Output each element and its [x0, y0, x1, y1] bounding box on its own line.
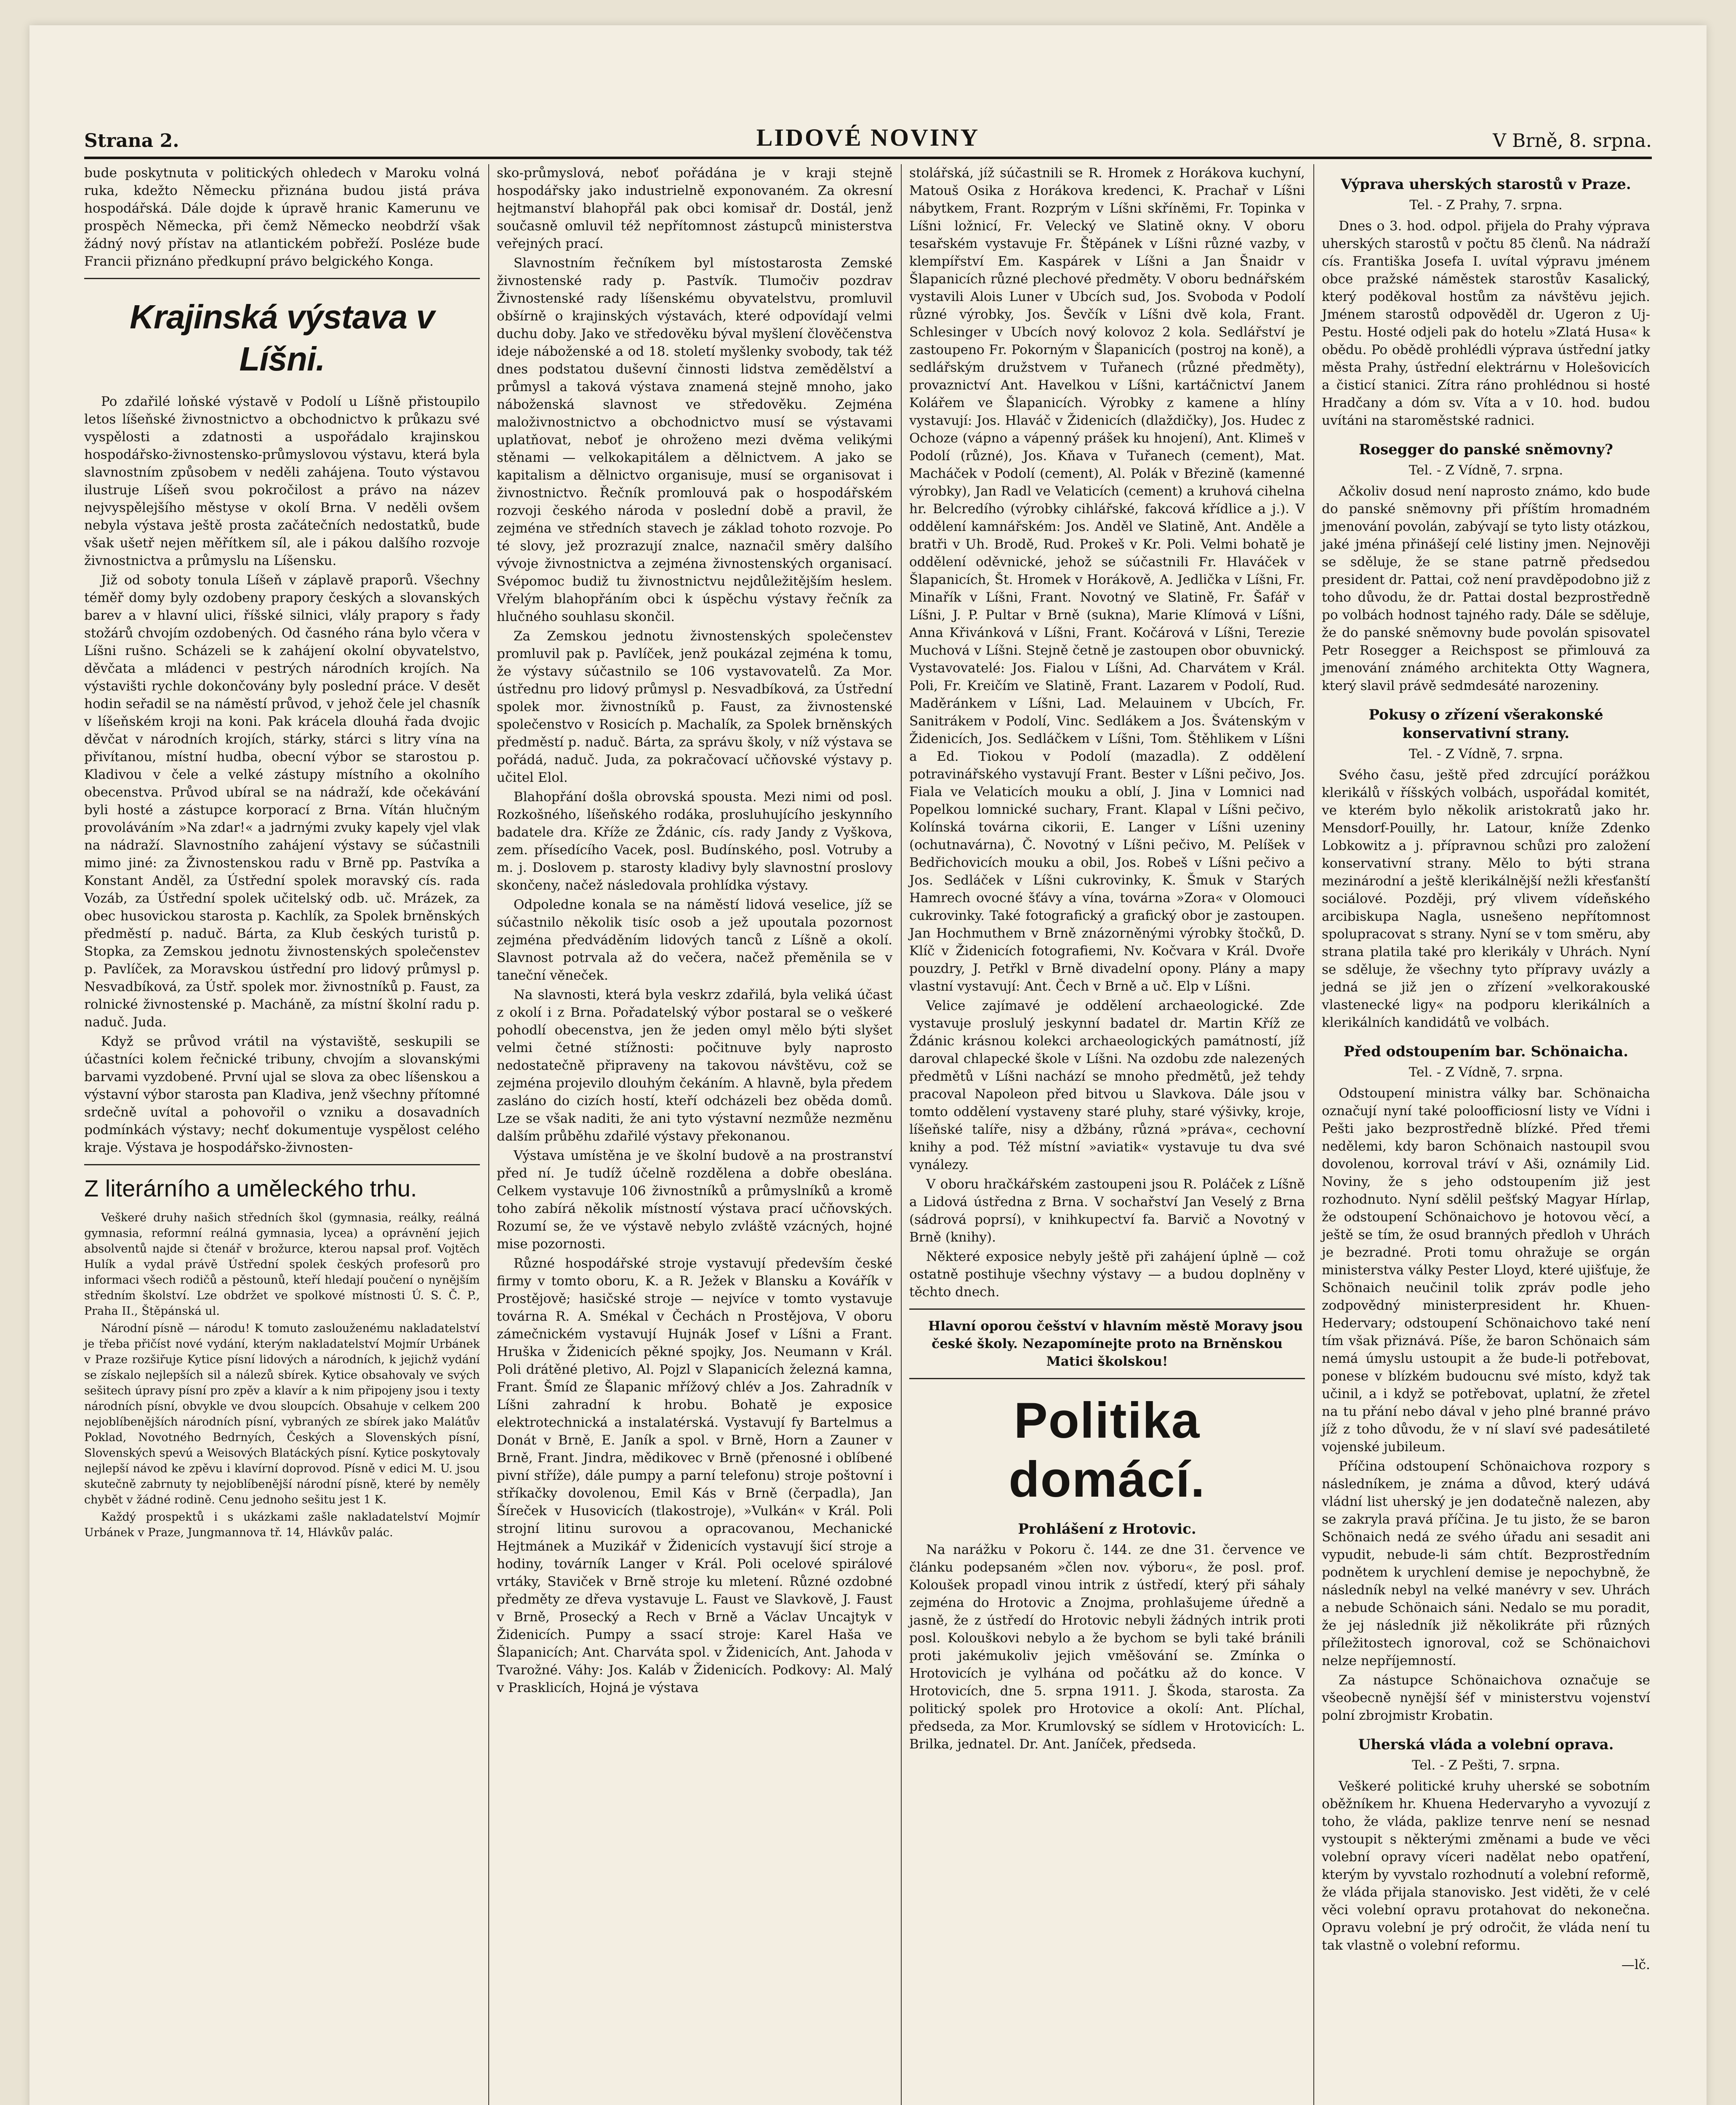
author-signature: —lč. — [1621, 1957, 1650, 1972]
divider — [909, 1378, 1305, 1379]
article-paragraph: stolářská, jíž súčastnili se R. Hromek z Horákova kuchyní, Matouš Osika z Horákova kredenci, K. Prachař v Líšni nábytkem, Frant. Rozprým v Líšni skříněmi, Fr. Topinka v Líšni ložnicí, Fr. Velecký ve Slatině okny. V oboru tesařském vystavuje Fr. Štěpánek v Líšni různé vazby, v klempířství Em. Kaspárek v Líšni a Jan Šnaidr v Šlapanicích různé plechové předměty. V oboru bednářském vystavili Alois Luner v Ubcích sud, Jos. Svoboda v Podolí různé výrobky, Jos. Ševčík v Líšni dvě kola, Frant. Schlesinger v Ubcích nový kolovoz 2 kola. Sedlářství je zastoupeno Fr. Pokorným v Šlapanicích (postroj na koně), a sedlářským družstvem v Tuřanech (různé předměty), provaznictví Ant. Havelkou v Líšni, kartáčnictví Janem Kolářem ve Šlapanicích. Výrobky z kamene a hlíny vystavují: Jos. Hlaváč v Židenicích (dlaždičky), Jos. Hudec z Ochoze (vápno a vápenný prášek ku hnojení), Ant. Klimeš v Podolí (různé), Jos. Kňava v Tuřanech (cement), Mat. Macháček v Podolí (cement), Al. Polák v Březině (kamenné výrobky), Jan Radl ve Velaticích (cement) a kruhová cihelna hr. Belcredího (výrobky cihlářské, fakcová křídlice a j.). V oddělení kamnářském: Jos. Anděl ve Slatině, Ant. Anděle a bratři v Uh. Brodě, Rud. Prokeš v Kr. Poli. Velmi bohatě je oddělení oděvnické, jehož se súčastnili Fr. Hlaváček v Šlapanicích, Št. Hromek v Horákově, A. Jedlička v Líšni, Fr. Minařík v Líšni, Frant. Novotný ve Slatině, Fr. Šafář v Líšni, J. P. Pultar v Brně (sukna), Marie Klímová v Líšni, Anna Křivánková v Líšni, Frant. Kočárová v Líšni, Terezie Muchová v Líšni. Stejně četně je zastoupen obor obuvnický. Vystavovatelé: Jos. Fialou v Líšni, Ad. Charvátem v Král. Poli, Fr. Kreičím ve Slatině, Frant. Lazarem v Podolí, Rud. Maděránkem v Líšni, Lad. Melauinem v Ubcích, Fr. Sanitrákem v Podolí, Vinc. Sedlákem a Jos. Švátenským v Židenicích, Jos. Sedláčkem v Líšni, Tom. Štěhlikem v Líšni a Ed. Tiokou v Podolí (mazadla). Z oddělení potravinářského vystavují Frant. Bester v Líšni pečivo, Jos. Fiala ve Velaticích mouku a oblí, J. Jina v Lomnici nad Popelkou lomnické suchary, Frant. Klapal v Líšni pečivo, Kolínská továrna cikorii, E. Langer v Líšni uzeniny (ochutnavárna), Č. Novotný v Líšni pečivo, M. Pelíšek v Bedřichovicích mouku a obil, Jos. Robeš v Líšni pečivo a Jos. Sedláček v Líšni cukrovinky, K. Šmuk v Starých Hamrech ovocné šťávy a vína, továrna »Zora« v Olomouci cukrovinky. Také fotografický a grafický obor je zastoupen. Jan Hochmuthem v Brně znázorněnými výrobky štočků, D. Klíč v Židenicích fotografiemi, Nv. Kočvara v Král. Dvoře pouzdry, J. Petřkl v Brně divadelní opony. Plány a mapy vlastní vystavují: Ant. Čech v Brně a uč. Elp v Líšni. — [909, 165, 1305, 994]
article-paragraph: Na slavnosti, která byla veskrz zdařilá, byla veliká účast z okolí i z Brna. Pořadatelský výbor postaral se o veškeré pohodlí obecenstva, jen že jeden omyl mělo býti slyšet velmi četné stížnosti: počitnuve byly naprosto nedostatečně připraveny na takovou návštěvu, což se zejména projevilo dlouhým čekáním. A hlavně, byla předem zasláno do cizích hostí, kteří odcházeli bez oběda domů. Lze se však naditi, že ani tyto výstavní nezmůže nezměnu dalším průběhu zdařilé výstavy překonanou. — [497, 987, 892, 1144]
article-paragraph: V oboru hračkářském zastoupeni jsou R. Poláček z Líšně a Lidová ústředna z Brna. V sochařství Jan Veselý z Brna (sádrová poprsí), v knihkupectví fa. Barvič a Novotný v Brně (knihy). — [909, 1177, 1305, 1245]
divider — [84, 278, 480, 279]
article-dateline: Tel. - Z Pešti, 7. srpna. — [1411, 1758, 1560, 1773]
article-paragraph: Ačkoliv dosud není naprosto známo, kdo bude do panské sněmovny při příštím hromadném jmenování povolán, zabývají se tyto listy otázkou, jaké jména přinášejí celé listiny jmen. Nejnověji se sděluje, že se stane patrně předsedou president dr. Pattai, což není pravděpodobno již z toho důvodu, že dr. Pattai dostal bezprostředně po volbách hodnost tajného rady. Dále se sděluje, že do panské sněmovny bude povolán spisovatel Petr Rosegger a Reichspost se přimlouvá za jmenování známého architekta Otty Wagnera, který slavil právě sedmdesáté narozeniny. — [1322, 484, 1650, 693]
article-paragraph: Po zdařilé loňské výstavě v Podolí u Líšně přistoupilo letos líšeňské živnostnictvo a obchodnictvo k průkazu své vyspělosti a zdatnosti a uspořádalo krajinskou hospodářsko-živnostensko-průmyslovou výstavu, která byla slavnostním způsobem v neděli zahájena. Touto výstavou ilustruje Líšeň svou pokročilost a právo na název nejvyspělejšího městyse v okolí Brna. V neděli ovšem nebyla výstava ještě prosta začátečních nedostatků, bude však ušetř nejen měřítkem síl, ale i pákou dalšího rozvoje živnostnictva a průmyslu na Líšensku. — [84, 394, 480, 568]
page-number: Strana 2. — [84, 130, 179, 152]
column-3 — [909, 164, 1305, 1755]
article-continuation: bude poskytnuta v politických ohledech v Maroku volná ruka, kdežto Německu přiznána budou jistá práva hospodářská. Dále dojde k úpravě hranic Kamerunu ve prospěch Německa, při čemž Německo neobdrží však žádný nový přístav na atlantickém pobřeží. Posléze bude Francii přiznáno předkupní právo belgického Konga. — [84, 165, 480, 269]
article-title: Uherská vláda a volební oprava. — [1358, 1736, 1614, 1753]
article-paragraph: Různé hospodářské stroje vystavují především české firmy v tomto oboru, K. a R. Ježek v Blansku a Kovářík v Prostějově; hasičské stroje — nejvíce v tomto vystavuje továrna R. A. Smékal v Čechách n Prostějova, V oboru zámečnickém vystavují Hujnák Josef v Líšni a Frant. Hruška v Židenicích pěkné spojky, Jos. Neumann v Král. Poli drátěné pletivo, Al. Pojzl v Slapanicích železná kamna, Frant. Šmíd ze Šlapanic mřížový chlév a Jos. Zahradník v Líšni zahradní k hrobu. Bohatě je exposice elektrotechnická a instalatérská. Vystavují fy Bartelmus a Donát v Brně, E. Janík a spol. v Brně, Horn a Zauner v Brně, Frant. Jindra, mědikovec v Brně (přenosné i oblíbené pivní stříže), dále pumpy a parní telefonu) stroje poštovní i stříkačky dovolenou, Emil Kás v Brně (čerpadla), Jan Šíreček v Husovicích (tlakostroje), »Vulkán« v Král. Poli strojní litinu surovou a opracovanou, Mechanické Hejtmánek a Muzikář v Židenicích vystavují šicí stroje a hodiny, továrník Langer v Král. Poli ocelové spirálové vrtáky, Staviček v Brně stroje ku mletení. Různé ozdobné předměty ze dřeva vystavuje L. Faust ve Slavkově, J. Faust v Brně, Prosecký a Rech v Brně a Václav Uncajtyk v Židenicích. Pumpy a ssací stroje: Karel Haša ve Šlapanicích; Ant. Charváta spol. v Židenicích, Ant. Jahoda v Tvarožné. Váhy: Jos. Kaláb v Židenicích. Podkovy: Al. Malý v Prasklicích, Hojná je výstava — [497, 1256, 892, 1695]
column-2 — [497, 164, 892, 1698]
article-paragraph: Veškeré politické kruhy uherské se sobotním oběžníkem hr. Khuena Hedervaryho a vyvozují z toho, že vláda, paklize tenrve není se nesnad vystoupit s některými změnami a bude ve věci volební opravy víceri nadělat nebo opatření, kterým by vyvstalo rozhodnutí a volební reformě, že vláda přijala stanovisko. Jest viděti, že v celé věci volební opravu protahovat do nekonečna. Opravu volební je prý odročit, že vláda není tu tak vlastně o volební reformu. — [1322, 1779, 1650, 1953]
newspaper-title: LIDOVÉ NOVINY — [756, 124, 980, 151]
matice-notice: Hlavní oporou češství v hlavním městě Moravy jsou české školy. Nezapomínejte proto na Brněnskou Matici školskou! — [928, 1319, 1303, 1369]
article-paragraph: Každý prospektů i s ukázkami zašle nakladatelství Mojmír Urbánek v Praze, Jungmannova tř. 14, Hlávkův palác. — [84, 1511, 480, 1539]
dateline: V Brně, 8. srpna. — [1493, 130, 1652, 152]
column-rule — [901, 164, 902, 2105]
article-dateline: Tel. - Z Prahy, 7. srpna. — [1409, 197, 1563, 213]
article-paragraph: Již od soboty tonula Líšeň v záplavě praporů. Všechny téměř domy byly ozdobeny prapory českých a slovanských barev a v hlavní ulici, říšské silnici, vlály prapory s řady stožárů chvojím ozdobených. Od časného rána bylo včera v Líšni rušno. Scházeli se k zahájení okolní obyvatelstvo, děvčata a mládenci v pestrých národních krojích. Na výstavišti rychle dokončovány byly poslední práce. V desět hodin seřadil se na náměstí průvod, v jehož čele jel chasník v líšeňském kroji na koni. Pak krácela dlouhá řada dvojic děvčat v národních krojích, stárky, stárci s litry vína na přivítanou, místní hudba, obecní výbor se starostou p. Kladivou v čele a velké zástupy místního a okolního obecenstva. Průvod ubíral se na nádraží, kde očekávání byli hosté a zástupce korporací z Brna. Vítán hlučným provoláváním »Na zdar!« a jadrnými zvuky kapely vjel vlak na nádraží. Slavnostního zahájení výstavy se súčastnili mimo jiné: za Živnostenskou radu v Brně pp. Pastvíka a Konstant Anděl, za Ústřední spolek moravský cís. rada Vozáb, za Ústřední spolek učitelský odb. uč. Mrázek, za obec husovickou starosta p. Kachlík, za Spolek brněnských předměstí p. naduč. Bárta, za Klub českých turistů p. Stopka, za Zemskou jednotu živnostenských společenstev p. Pavlíček, za Moravskou ústřední pro lidový průmysl p. Nesvadbíková, za Ústř. spolek mor. živnostníků p. Faust, za rolnické živnostenské p. Macháně, za místní školní radu p. naduč. Juda. — [84, 573, 480, 1030]
article-dateline: Tel. - Z Vídně, 7. srpna. — [1409, 463, 1563, 478]
article-title: Rosegger do panské sněmovny? — [1359, 441, 1613, 458]
column-rule — [488, 164, 489, 2105]
article-paragraph: Když se průvod vrátil na výstaviště, seskupili se účastníci kolem řečnické tribuny, chvojím a slovanskými barvami vyzdobené. První ujal se slova za obec líšenskou a výstavní výbor starosta pan Kladiva, jenž všechny přítomné srdečně uvítal a pohovořil o vzniku a dosavadních podmínkách výstavy; nechť dokumentuje vyspělost celého kraje. Výstava je hospodářsko-živnosten- — [84, 1034, 480, 1155]
article-title: Prohlášení z Hrotovic. — [1018, 1521, 1196, 1537]
article-paragraph: Velice zajímavé je oddělení archaeologické. Zde vystavuje proslulý jeskynní badatel dr. Martin Kříž ze Ždánic krásnou kolekci archaeologických památností, jíž daroval chlapecké škole v Líšni. Na ozdobu zde nalezených předmětů v Líšni nachází se mnoho předmětů, jež tehdy pracoval Napoleon před bitvou u Slavkova. Dále jsou v tomto oddělení vystaveny staré pluhy, staré výšivky, kroje, líšeňské talíře, nisy a džbány, různá »práva«, cechovní knihy a pod. Též místní »aviatik« vystavuje tu dva své vynálezy. — [909, 998, 1305, 1172]
article-dateline: Tel. - Z Vídně, 7. srpna. — [1409, 1065, 1563, 1080]
article-paragraph: Za Zemskou jednotu živnostenských společenstev promluvil pak p. Pavlíček, jenž poukázal zejména k tomu, že výstavy súčastnilo se 106 vystavovatelů. Za Mor. ústřednu pro lidový průmysl p. Nesvadbíková, za Ústřední spolek mor. živnostníků p. Faust, za živnostenské společenstvo v Rosicích p. Machalík, za Spolek brněnských předměstí p. naduč. Bárta, za správu školy, v níž výstava se pořádá, naduč. Juda, za pokračovací učňovské výstavy p. učitel Elol. — [497, 629, 892, 785]
column-4 — [1322, 164, 1650, 1975]
article-paragraph: Dnes o 3. hod. odpol. přijela do Prahy výprava uherských starostů v počtu 85 členů. Na nádraží cís. Františka Josefa I. uvítal výpravu jménem obce pražské náměstek starostův Kasalický, který poděkoval hostům za návštěvu jejich. Jménem starostů odpověděl dr. Ugeron z Uj-Pestu. Hosté odjeli pak do hotelu »Zlatá Husa« k obědu. Po obědě prohlédli výprava ústřední jatky města Prahy, ústřední elektrárnu v Holešovicích a čisticí stanici. Zítra ráno prohlédnou si hosté Hradčany a dóm sv. Víta a v 10. hod. budou uvítáni na staroměstské radnici. — [1322, 218, 1650, 428]
article-paragraph: Blahopřání došla obrovská spousta. Mezi nimi od posl. Rozkošného, líšeňského rodáka, prosluhujícího jeskynního badatele dra. Kříže ze Ždánic, cís. rady Jandy z Vyškova, zem. přísedícího Vacek, posl. Budínského, posl. Votruby a m. j. Doslovem p. starosty kladivy byly slavnostní proslovy skončeny, načež následovala prohlídka výstavy. — [497, 789, 892, 893]
article-title: Pokusy o zřízení všerakonské konservativní strany. — [1369, 706, 1603, 742]
article-paragraph: Slavnostním řečníkem byl místostarosta Zemské živnostenské rady p. Pastvík. Tlumočiv pozdrav Živnostenské rady líšenskému obyvatelstvu, promluvil obšírně o krajinských výstavách, které odpovídají velmi duchu doby. Jako ve středověku býval myšlení člověčenstva ideje náboženské a od 18. století myšlenky svobody, tak též dnes podstatou duševní činnosti lidstva zemědělství a průmysl a taková výstava znamená stejně mnoho, jako náboženská slavnost ve středověku. Zejména maloživnostnictvo a obchodnictvo musí se výstavami uplatňovat, neboť je ohroženo mezi dvěma velikými stěnami — velkokapitálem a dělnictvem. A jako se kapitalism a dělnictvo organisuje, musí se organisovat i živnostnictvo. Řečník promlouvá pak o hospodářském rozvoji českého národa v poslední době a pravil, že zejména ve středních stavech je základ tohoto rozvoje. Po té slovy, jež prozrazují znalce, naznačil směry dalšího vývoje živnostnictva a zejména živnostenských organisací. Svépomoc budiž tu živnostnictvu nejdůležitějším heslem. Vřelým blahopřáním obci k úspěchu výstavy řečník za hlučného souhlasu skončil. — [497, 256, 892, 624]
article-paragraph: Některé exposice nebyly ještě při zahájení úplně — což ostatně postihuje všechny výstavy — a budou doplněny v těchto dnech. — [909, 1249, 1305, 1300]
article-paragraph: Příčina odstoupení Schönaichova rozpory s následníkem, je známa a důvod, který udává vládní list uherský je jen dodatečně nalezen, aby se zakryla pravá příčina. Je tu jisto, že se baron Schönaich nedá ze svého úřadu ani sesadit ani vypudit, nebude-li sám chtít. Bezprostředním podnětem k urychlení demise je nepochybně, že následník nebyl na velké manévry v sev. Uhrách a nebude Schönaich sáni. Nedalo se mu poradit, že jej následník již několikráte při různých příležitostech ignoroval, což se Schönaichovi nelze nepříjemností. — [1322, 1459, 1650, 1668]
exhibition-headline: Krajinská výstava v Líšni. — [130, 298, 434, 378]
literary-section-heading: Z literárního a uměleckého trhu. — [84, 1175, 417, 1202]
article-paragraph: Odstoupení ministra války bar. Schönaicha označují nyní také poloofficiosní listy ve Vídni i Pešti jako bezprostředně blízké. Před třemi nedělemi, kdy baron Schönaich nastoupil svou dovolenou, korroval tráví v Aši, oznámily Lid. Noviny, že s jeho odstoupením již jest rozhodnuto. Nyní sdělil pešťský Magyar Hírlap, že odstoupení Schönaichovo je hotovou věcí, a ještě se tím, že osud branných předloh v Uhrách je bezradné. Proti tomu ohražuje se orgán ministerstva války Pester Lloyd, které ujišťuje, že Schönaich neučinil tolik zpráv podle jeho zodpovědný ministerpresident hr. Khuen-Hedervary; odstoupení Schönaichovo také není tím však přiznává. Píše, že baron Schönaich sám nemá úmyslu ustoupit a že bude-li potřebovat, ponese v blízkém budoucnu své místo, když tak učinil, a i když se potřebovat, uplatní, že zřetel na tu přání nebo dával v jeho plné branné právo jíž z toho důvodu, že v ní slaví své padesátileté vojenské jubileum. — [1322, 1086, 1650, 1455]
article-paragraph: Národní písně — národu! K tomuto zaslouženému nakladatelství je třeba přičíst nové vydání, kterým nakladatelství Mojmír Urbánek v Praze rozšiřuje Kytice písní lidových a národních, k jejichž vydání se získalo nejlepších sil a nálezů sbírek. Kytice obsahovaly ve svých sešitech úpravy písní pro zpěv a klavír a k nim připojeny jsou i texty národních písní, obvykle ve dvou sloupcích. Obsahuje v celkem 200 nejoblíbenějších národních písní, vybraných ze sbírek jako Malátův Poklad, Novotného Bedrnyích, Českých a Slovenských písní, Slovenských spevú a Weisových Blatáckých písní. Kytice poskytovaly nejlepší návod ke zpěvu i klavírní doprovod. Písně v edici M. U. jsou skutečně zabrnuty ty nejoblíbenější národní písně, které by neměly chybět v žádné rodině. Cenu jednoho sešitu jest 1 K. — [84, 1322, 480, 1506]
article-paragraph: Svého času, ještě před zdrcující porážkou klerikálů v říšských volbách, uspořádal komitét, ve kterém bylo několik aristokratů jako hr. Mensdorf-Pouilly, hr. Latour, kníže Zdenko Lobkowitz a j. přípravnou schůzi pro založení konservativní strany. Mělo to býti strana mezinárodní a ještě klerikálnější nežli křesťanští sociálové. Později, prý vlivem vídeňského arcibiskupa Nagla, usnešeno nepřítomnost spolupracovat s strany. Nyní se v tom směru, aby strana platila také pro klerikály v Uhrách. Nyní se sděluje, že všechny tyto přípravy uvázly a jedná se již jen o zřízení »velkorakouské vlastenecké ligy« na podporu klerikálních a klerikálních kandidátů ve volbách. — [1322, 767, 1650, 1030]
article-paragraph: sko-průmyslová, neboť pořádána je v kraji stejně hospodářsky jako industrielně exponovaném. Za okresní hejtmanství blahopřál pak obci komisař dr. Dostál, jenž současně omluvil též nepřítomnost zástupců ministerstva veřejných prací. — [497, 165, 892, 251]
column-rule — [1313, 164, 1314, 2105]
newspaper-page — [29, 25, 1707, 2105]
article-paragraph: Na narážku v Pokoru č. 144. ze dne 31. července ve článku podepsaném »člen nov. výboru«, že posl. prof. Koloušek propadl vinou intrik z ústředí, který při sáhaly zejména do Hrotovic a Znojma, prohlašujeme úředně a jasně, že z ústředí do Hrotovic nebyli žádných intrik proti posl. Kolouškovi nebylo a že bychom se byli také bránili proti jakémukoliv jejich vměšování se. Zmínka o Hrotovicích je vylhána od počátku až do konce. V Hrotovicích, dne 5. srpna 1911. J. Škoda, starosta. Za politický spolek pro Hrotovice a okolí: Ant. Plíchal, předseda, za Mor. Krumlovský se sídlem v Hrotovicích: L. Brilka, jednatel. Dr. Ant. Janíček, předseda. — [909, 1542, 1305, 1752]
article-paragraph: Odpoledne konala se na náměstí lidová veselice, jíž se súčastnilo několik tisíc osob a jež upoutala pozornost zejména předváděním lidových tanců z Líšně a okolí. Slavnost potrvala až do večera, načež přeměnila se v taneční věneček. — [497, 897, 892, 983]
article-dateline: Tel. - Z Vídně, 7. srpna. — [1409, 746, 1563, 762]
politics-section-heading: Politika domácí. — [1009, 1392, 1206, 1508]
divider — [84, 1164, 480, 1165]
article-paragraph: Výstava umístěna je ve školní budově a na prostranství před ní. Je tudíž účelně rozdělena a dobře obeslána. Celkem vystavuje 106 živnostníků a průmyslníků a kromě toho zabírá několik místností výstava prací učňovských. Rozumí se, že ve výstavě nebylo zvláště vzácných, hojné mise pozornosti. — [497, 1148, 892, 1252]
article-paragraph: Za nástupce Schönaichova označuje se všeobecně nynější šéf v ministerstvu vojenství polní zbrojmistr Krobatin. — [1322, 1673, 1650, 1723]
article-title: Výprava uherských starostů v Praze. — [1341, 176, 1631, 193]
column-1 — [84, 164, 480, 1542]
divider — [909, 1308, 1305, 1310]
article-title: Před odstoupením bar. Schönaicha. — [1343, 1043, 1629, 1060]
article-paragraph: Veškeré druhy našich středních škol (gymnasia, reálky, reálná gymnasia, reformní reálná gymnasia, lycea) a oprávnění jejich absolventů najde si čtenář v brožurce, kterou napsal prof. Vojtěch Hulík a vydal právě Ústřední spolek českých profesorů pro informaci všech rodičů a pěstounů, kteří hledají poučení o nynějším středním školství. Lze obdržet ve spolkové místnosti Ú. S. Č. P., Praha II., Štěpánská ul. — [84, 1211, 480, 1318]
masthead — [84, 118, 1652, 159]
